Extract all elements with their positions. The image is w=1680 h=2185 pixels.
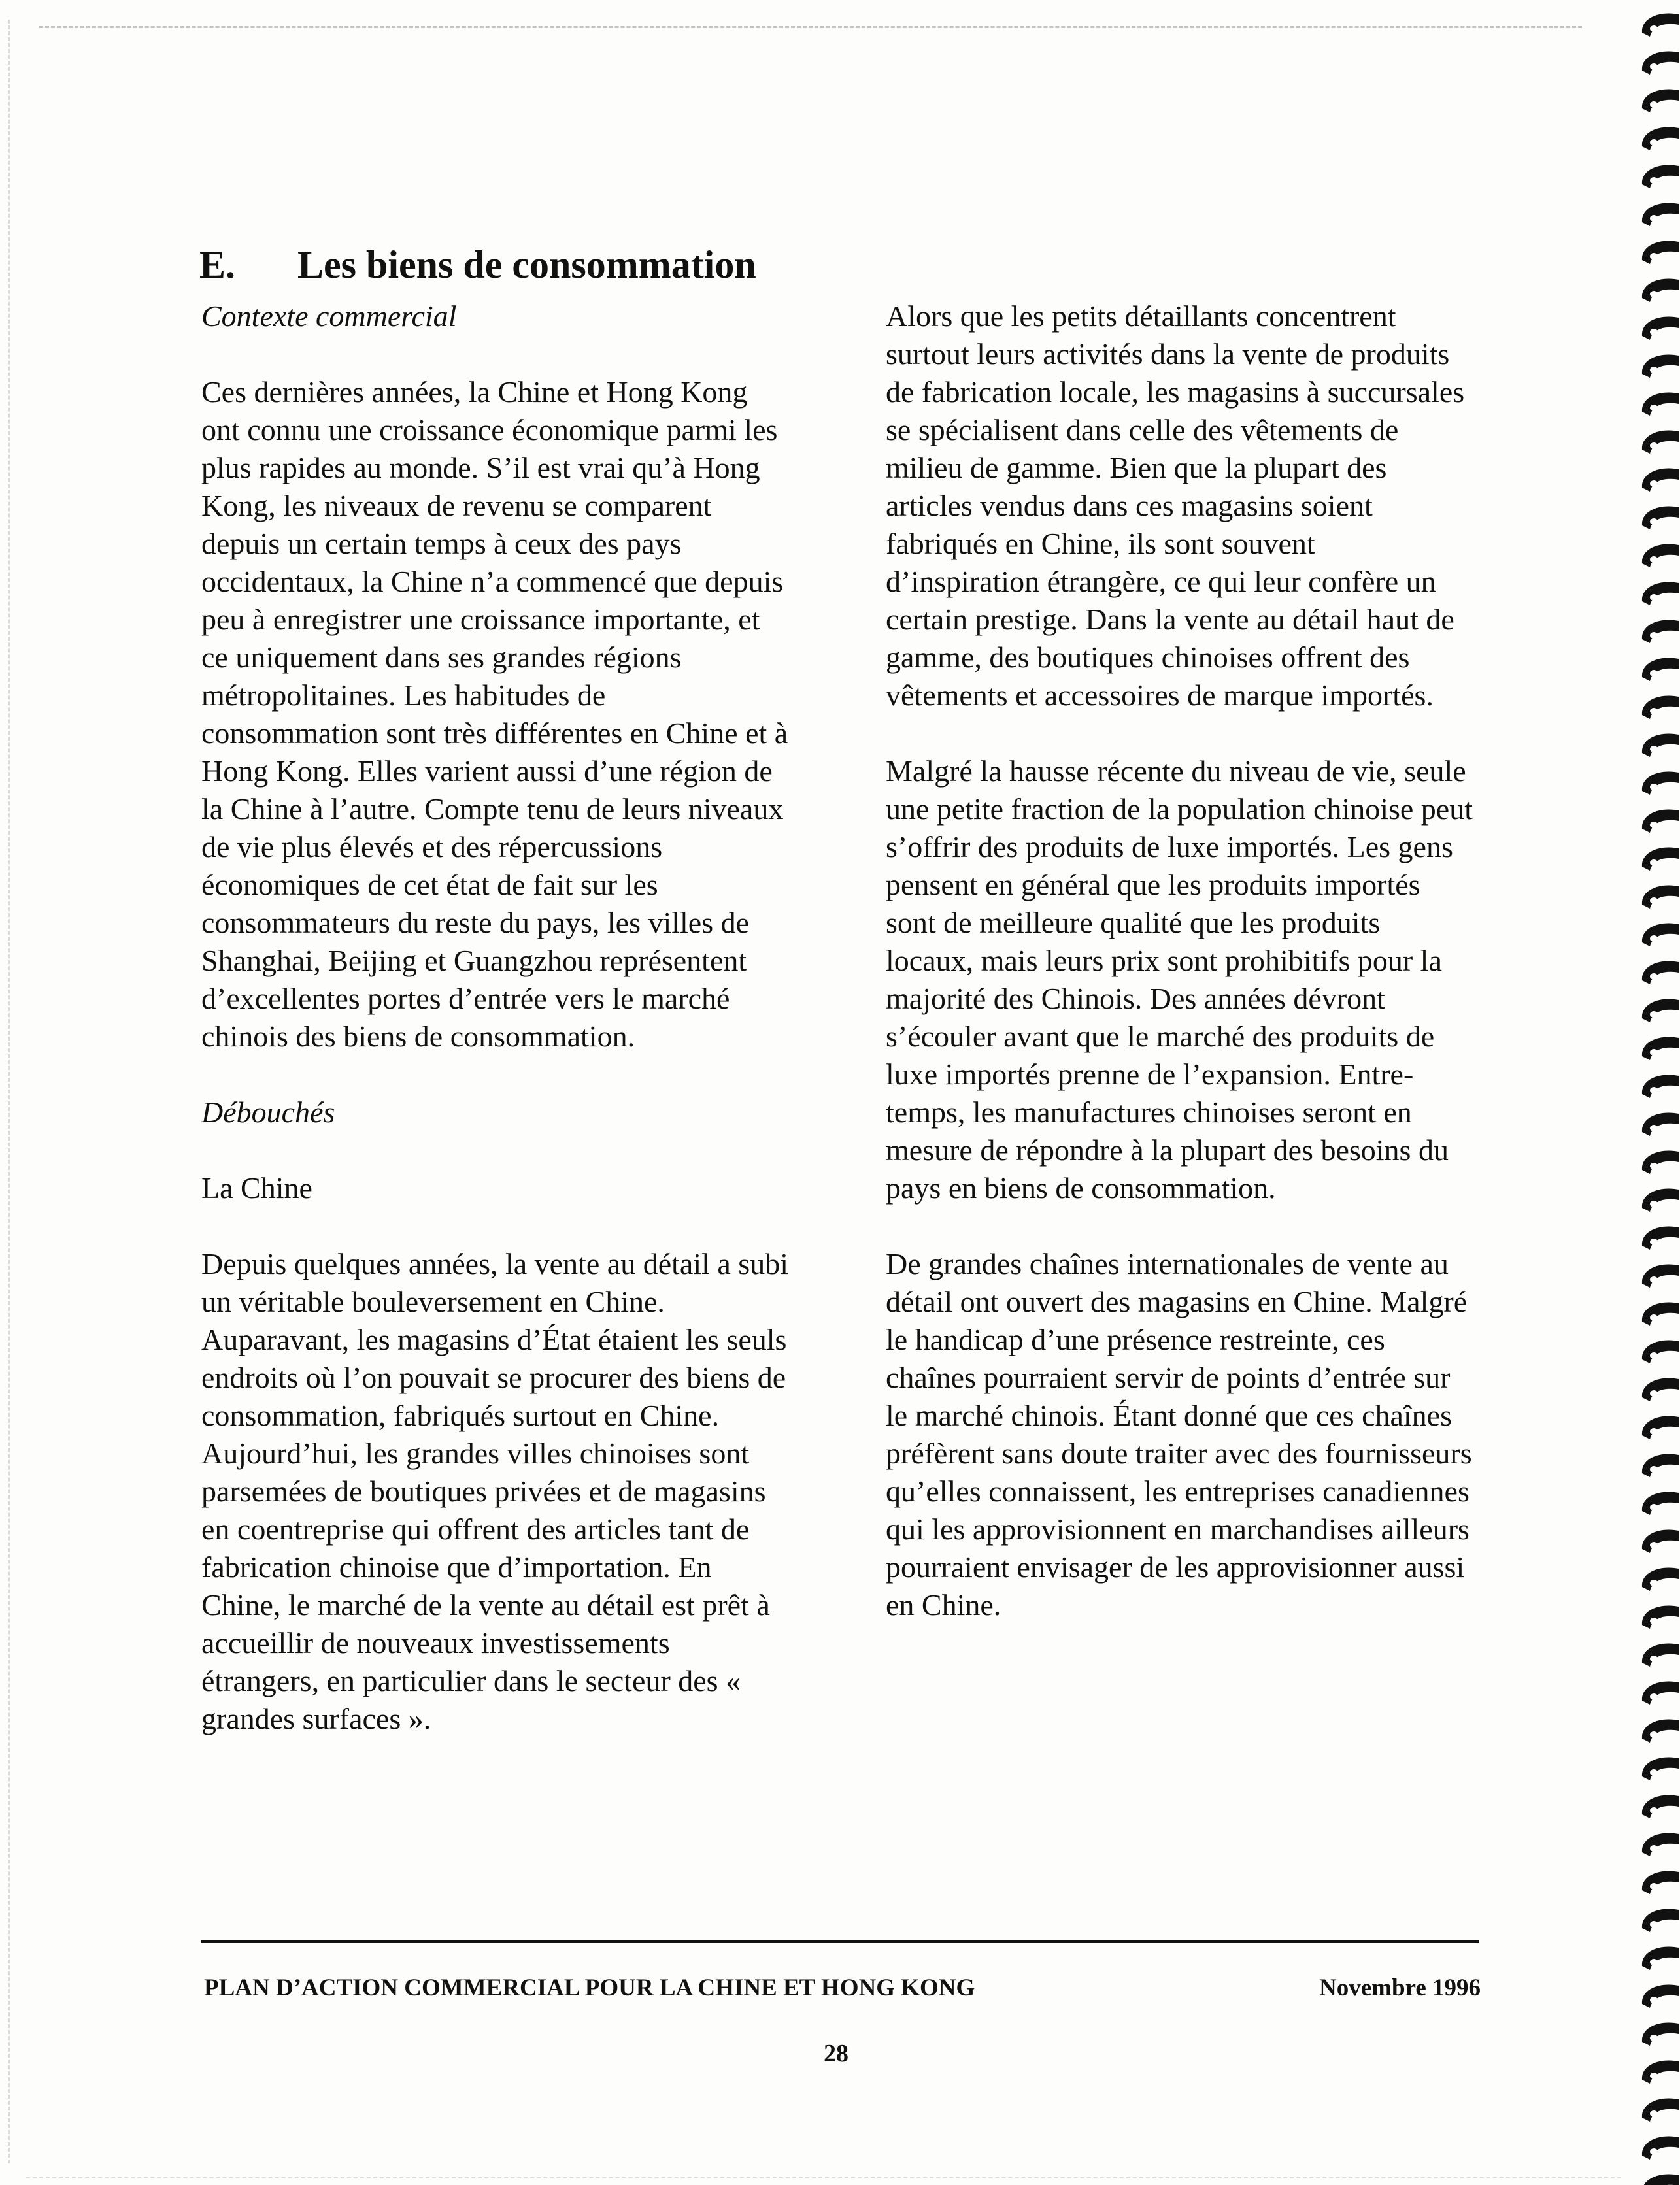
page-number: 28 bbox=[824, 2040, 848, 2067]
binding-loop bbox=[1642, 1302, 1679, 1326]
paragraph-contexte: Ces dernières années, la Chine et Hong Kong ont connu une croissance économique parmi les plus rapides au monde. S’il est vrai qu’à Hong Kong, les niveaux de revenu se comparent depuis un certain temps à ceux des pays occidentaux, la Chine n’a commencé que depuis peu à enregistrer une croissance importante, et ce uniquement dans ses grandes régions métropolitaines. Les habitudes de consommation sont très différentes en Chine et à Hong Kong. Elles varient aussi d’une région de la Chine à l’autre. Compte tenu de leurs niveaux de vie plus élevés et des répercussions économiques de cet état de fait sur les consommateurs du reste du pays, les villes de Shanghai, Beijing et Guangzhou représentent d’excellentes portes d’entrée vers le marché chinois des biens de consommation. bbox=[201, 375, 788, 1053]
binding-hole bbox=[1650, 1731, 1658, 1738]
binding-hole bbox=[1650, 1921, 1658, 1927]
binding-loop bbox=[1642, 771, 1679, 795]
binding-hole bbox=[1650, 253, 1658, 259]
spiral-binding bbox=[1628, 0, 1680, 2185]
paragraph-vente-detail: Depuis quelques années, la vente au détail a subi un véritable bouleversement en Chine. Auparavant, les magasins d’État étaient les seuls endroits où l’on pouvait se procurer des biens de consommation, fabriqués surtout en Chine. Aujourd’hui, les grandes villes chinoises sont parsemées de boutiques privées et de magasins en coentreprise qui offrent des articles tant de fabrication chinoise que d’importation. En Chine, le marché de la vente au détail est prêt à accueillir de nouveaux investissements étrangers, en particulier dans le secteur des « grandes surfaces ». bbox=[201, 1247, 788, 1735]
binding-loop bbox=[1642, 733, 1679, 757]
binding-hole bbox=[1650, 518, 1658, 525]
binding-loop bbox=[1642, 241, 1679, 264]
binding-hole bbox=[1650, 935, 1658, 942]
binding-loop bbox=[1642, 1378, 1679, 1401]
binding-loop bbox=[1642, 1529, 1679, 1553]
binding-hole bbox=[1650, 1087, 1658, 1093]
left-column bbox=[201, 297, 790, 1776]
binding-loop bbox=[1642, 1454, 1679, 1477]
binding-loop bbox=[1642, 1264, 1679, 1288]
binding-loop bbox=[1642, 1188, 1679, 1212]
binding-loop bbox=[1642, 695, 1679, 719]
binding-hole bbox=[1650, 1618, 1658, 1624]
binding-hole bbox=[1650, 1163, 1658, 1169]
binding-loop bbox=[1642, 620, 1679, 643]
binding-loop bbox=[1642, 1075, 1679, 1098]
scan-artifact-left bbox=[8, 20, 10, 2163]
binding-hole bbox=[1650, 1883, 1658, 1890]
binding-loop bbox=[1642, 1226, 1679, 1250]
binding-hole bbox=[1650, 1314, 1658, 1321]
binding-hole bbox=[1650, 1807, 1658, 1814]
binding-hole bbox=[1650, 2073, 1658, 2079]
section-title-text: Les biens de consommation bbox=[297, 243, 756, 287]
binding-hole bbox=[1650, 1352, 1658, 1359]
binding-loop bbox=[1642, 2060, 1679, 2084]
binding-hole bbox=[1650, 1580, 1658, 1586]
binding-loop bbox=[1642, 582, 1679, 605]
section-title bbox=[199, 242, 756, 288]
binding-loop bbox=[1642, 506, 1679, 529]
binding-hole bbox=[1650, 2035, 1658, 2041]
binding-loop bbox=[1642, 1871, 1679, 1894]
binding-loop bbox=[1642, 89, 1679, 112]
binding-hole bbox=[1650, 1125, 1658, 1131]
binding-loop bbox=[1642, 1909, 1679, 1932]
binding-loop bbox=[1642, 1605, 1679, 1629]
binding-hole bbox=[1650, 822, 1658, 828]
binding-hole bbox=[1650, 480, 1658, 487]
binding-loop bbox=[1642, 999, 1679, 1022]
right-column bbox=[886, 297, 1474, 1662]
binding-hole bbox=[1650, 556, 1658, 563]
binding-hole bbox=[1650, 2148, 1658, 2155]
binding-loop bbox=[1642, 1681, 1679, 1705]
binding-loop bbox=[1642, 468, 1679, 492]
binding-hole bbox=[1650, 101, 1658, 108]
subheading-contexte-commercial: Contexte commercial bbox=[201, 299, 457, 333]
binding-loop bbox=[1642, 316, 1679, 340]
binding-loop bbox=[1642, 392, 1679, 416]
binding-loop bbox=[1642, 544, 1679, 567]
binding-hole bbox=[1650, 1504, 1658, 1510]
binding-loop bbox=[1642, 1833, 1679, 1856]
binding-hole bbox=[1650, 139, 1658, 146]
binding-loop bbox=[1642, 127, 1679, 150]
paragraph-chaines-internationales: De grandes chaînes internationales de vente au détail ont ouvert des magasins en Chine. Malgré le handicap d’une présence restreinte, ces chaînes pourraient servir de points d’entrée sur le marché chinois. Étant donné que ces chaînes préfèrent sans doute traiter avec des fournisseurs qu’elles connaissent, les entreprises canadiennes qui les approvisionnent en marchandises ailleurs pourraient envisager de les approvisionner aussi en Chine. bbox=[886, 1247, 1472, 1622]
binding-hole bbox=[1650, 1959, 1658, 1965]
binding-loop bbox=[1642, 13, 1679, 37]
binding-loop bbox=[1642, 1112, 1679, 1136]
binding-loop bbox=[1642, 1037, 1679, 1060]
binding-loop bbox=[1642, 1795, 1679, 1818]
binding-loop bbox=[1642, 1984, 1679, 2008]
binding-loop bbox=[1642, 809, 1679, 833]
binding-loop bbox=[1642, 1416, 1679, 1439]
footer-title: PLAN D’ACTION COMMERCIAL POUR LA CHINE ET HONG KONG bbox=[204, 1975, 975, 2001]
scan-artifact-bottom bbox=[26, 2177, 1621, 2178]
binding-loop bbox=[1642, 430, 1679, 454]
subheading-la-chine: La Chine bbox=[201, 1171, 312, 1205]
binding-hole bbox=[1650, 1428, 1658, 1435]
binding-hole bbox=[1650, 594, 1658, 601]
binding-loop bbox=[1642, 2022, 1679, 2046]
binding-loop bbox=[1642, 203, 1679, 226]
footer-rule bbox=[201, 1940, 1479, 1943]
binding-loop bbox=[1642, 2136, 1679, 2160]
binding-hole bbox=[1650, 25, 1658, 32]
binding-hole bbox=[1650, 1466, 1658, 1473]
binding-hole bbox=[1650, 1656, 1658, 1662]
binding-loop bbox=[1642, 354, 1679, 378]
binding-hole bbox=[1650, 2110, 1658, 2117]
binding-loop bbox=[1642, 961, 1679, 984]
binding-hole bbox=[1650, 1276, 1658, 1283]
binding-hole bbox=[1650, 215, 1658, 222]
binding-hole bbox=[1650, 973, 1658, 980]
binding-hole bbox=[1650, 1201, 1658, 1207]
paragraph-niveau-de-vie: Malgré la hausse récente du niveau de vie, seule une petite fraction de la population chinoise peut s’offrir des produits de luxe importés. Les gens pensent en général que les produits importés sont de meilleure qualité que les produits locaux, mais leurs prix sont prohibitifs pour la majorité des Chinois. Des années dévront s’écouler avant que le marché des produits de luxe importés prenne de l’expansion. Entre-temps, les manufactures chinoises seront en mesure de répondre à la plupart des besoins du pays en biens de consommation. bbox=[886, 754, 1473, 1205]
binding-loop bbox=[1642, 1567, 1679, 1591]
binding-hole bbox=[1650, 1011, 1658, 1018]
binding-hole bbox=[1650, 291, 1658, 297]
binding-hole bbox=[1650, 746, 1658, 752]
binding-hole bbox=[1650, 708, 1658, 714]
scan-artifact-top bbox=[39, 26, 1582, 28]
binding-loop bbox=[1642, 2174, 1679, 2185]
binding-loop bbox=[1642, 1492, 1679, 1515]
subheading-debouches: Débouchés bbox=[201, 1095, 335, 1129]
binding-loop bbox=[1642, 278, 1679, 302]
binding-hole bbox=[1650, 1239, 1658, 1245]
binding-loop bbox=[1642, 1643, 1679, 1667]
binding-hole bbox=[1650, 1390, 1658, 1397]
binding-loop bbox=[1642, 1946, 1679, 1970]
section-letter: E. bbox=[199, 243, 236, 287]
binding-loop bbox=[1642, 1719, 1679, 1743]
binding-hole bbox=[1650, 329, 1658, 335]
binding-hole bbox=[1650, 632, 1658, 639]
footer-date: Novembre 1996 bbox=[1319, 1975, 1481, 2001]
binding-hole bbox=[1650, 1769, 1658, 1776]
binding-loop bbox=[1642, 1150, 1679, 1174]
binding-loop bbox=[1642, 847, 1679, 871]
binding-hole bbox=[1650, 1049, 1658, 1056]
binding-hole bbox=[1650, 405, 1658, 411]
binding-loop bbox=[1642, 885, 1679, 909]
binding-loop bbox=[1642, 658, 1679, 681]
binding-hole bbox=[1650, 670, 1658, 676]
binding-hole bbox=[1650, 177, 1658, 184]
binding-hole bbox=[1650, 1845, 1658, 1852]
binding-loop bbox=[1642, 2098, 1679, 2122]
binding-loop bbox=[1642, 1757, 1679, 1780]
binding-hole bbox=[1650, 1542, 1658, 1548]
binding-hole bbox=[1650, 1997, 1658, 2003]
binding-hole bbox=[1650, 442, 1658, 449]
binding-hole bbox=[1650, 367, 1658, 373]
binding-loop bbox=[1642, 923, 1679, 946]
paragraph-detaillants: Alors que les petits détaillants concentrent surtout leurs activités dans la vente de produits de fabrication locale, les magasins à succursales se spécialisent dans celle des vêtements de milieu de gamme. Bien que la plupart des articles vendus dans ces magasins soient fabriqués en Chine, ils sont souvent d’inspiration étrangère, ce qui leur confère un certain prestige. Dans la vente au détail haut de gamme, des boutiques chinoises offrent des vêtements et accessoires de marque importés. bbox=[886, 299, 1465, 712]
binding-loop bbox=[1642, 51, 1679, 75]
binding-hole bbox=[1650, 859, 1658, 866]
binding-loop bbox=[1642, 1340, 1679, 1363]
binding-loop bbox=[1642, 165, 1679, 188]
binding-hole bbox=[1650, 1693, 1658, 1700]
binding-hole bbox=[1650, 63, 1658, 70]
binding-hole bbox=[1650, 897, 1658, 904]
binding-hole bbox=[1650, 784, 1658, 790]
